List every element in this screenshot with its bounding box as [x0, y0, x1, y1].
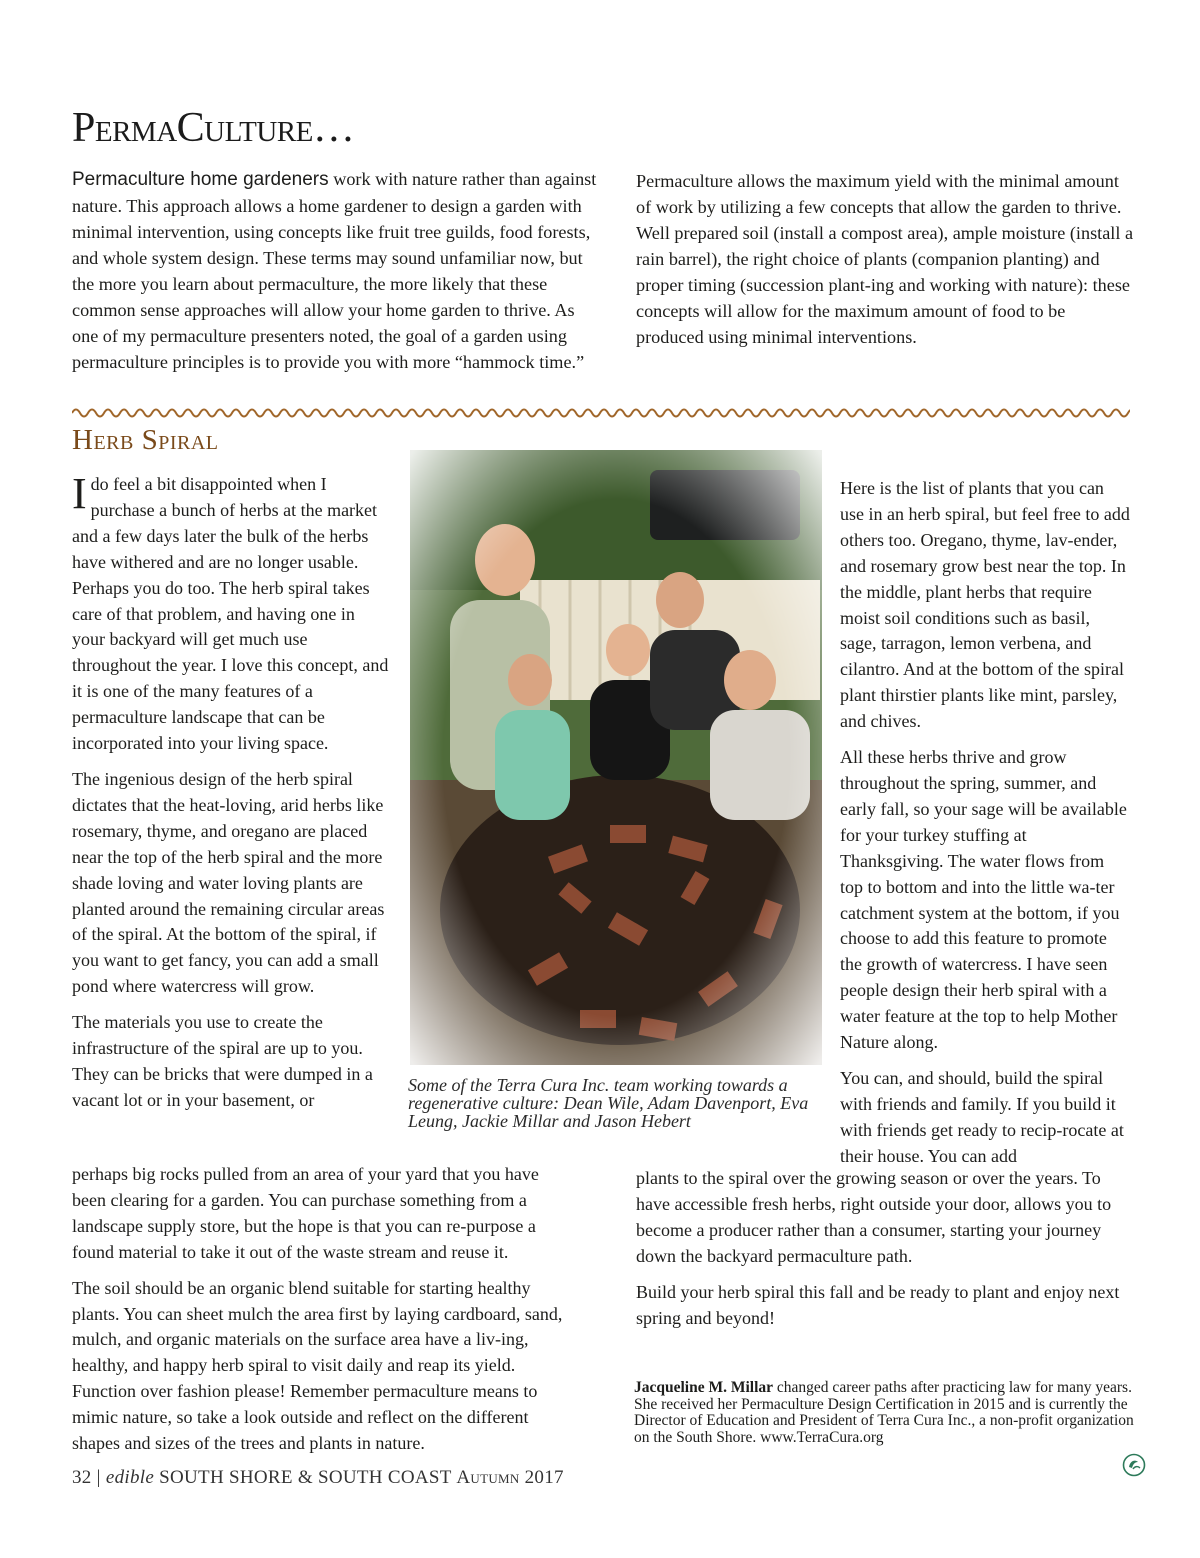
- page-number: 32: [72, 1467, 92, 1488]
- right-column-continued: [636, 1166, 1136, 1341]
- drop-cap: I: [72, 469, 87, 518]
- left-column: [72, 469, 390, 1114]
- right-column: [840, 476, 1130, 1170]
- paragraph-materials-top: The materials you use to create the infrastructure of the spiral are up to you. They can be bricks that were dumped in a vacant lot or in your basement, or: [72, 1012, 373, 1110]
- paragraph-closing: Build your herb spiral this fall and be ready to plant and enjoy next spring and beyond!: [636, 1281, 1120, 1328]
- intro-left-text: work with nature rather than against nature. This approach allows a home gardener to design a garden with minimal intervention, using concepts like fruit tree guilds, food forests, and whole system design. These terms may sound unfamiliar now, but the more you learn about permaculture, the more likely that these common sense approaches will allow your home garden to thrive. As one of my permaculture presenters noted, the goal of a garden using permaculture principles is to provide you with more “hammock time.”: [72, 169, 597, 372]
- paragraph-friends-top: You can, and should, build the spiral with friends and family. If you build it with friends get ready to recip-rocate at their house. You can add: [840, 1067, 1124, 1166]
- article-title: PermaCulture…: [72, 105, 355, 151]
- paragraph-seasons: All these herbs thrive and grow throughout the spring, summer, and early fall, so your sage will be available for your turkey stuffing at Thanksgiving. The water flows from top to bottom and into the little wa-ter catchment system at the bottom, if you choose to add this feature to promote the growth of watercress. I have seen people design their herb spiral with a water feature at the top to help Mother Nature along.: [840, 747, 1127, 1053]
- intro-right-column: Permaculture allows the maximum yield with the minimal amount of work by utilizing a few concepts that allow the garden to thrive. Well prepared soil (install a compost area), ample moisture (install a rain barrel), the right choice of plants (companion planting) and proper timing (succession plant-ing and working with nature): these concepts will allow for the maximum amount of food to be produced using minimal interventions.: [636, 171, 1134, 347]
- section-title: Herb Spiral: [72, 424, 219, 456]
- team-photo: [410, 450, 822, 1065]
- author-bio-text: changed career paths after practicing law for many years. She received her Permaculture Design Certification in 2015 and is currently the Director of Education and President of Terra Cura Inc., a non-profit organization on the South Shore. www.TerraCura.org: [634, 1379, 1134, 1446]
- paragraph-intro-herbs: Ido feel a bit disappointed when I purchase a bunch of herbs at the market and a few days later the bulk of the herbs have withered and are no longer usable. Perhaps you do too. The herb spiral takes care of that problem, and having one in your backyard will get much use throughout the year. I love this concept, and it is one of the many features of a permaculture landscape that can be incorporated into your living space.: [72, 469, 389, 754]
- issue-date: Autumn 2017: [456, 1467, 564, 1488]
- paragraph-design: The ingenious design of the herb spiral dictates that the heat-loving, arid herbs like rosemary, thyme, and oregano are placed near the top of the herb spiral and the more shade loving and water loving plants are planted around the remaining circular areas of the spiral. At the bottom of the spiral, if you want to get fancy, you can add a small pond where watercress will grow.: [72, 768, 385, 997]
- footer-separator: |: [96, 1467, 101, 1488]
- team-photo-illustration: [410, 450, 822, 1065]
- author-name: Jacqueline M. Millar: [634, 1379, 774, 1396]
- edible-logo-icon: [1122, 1453, 1146, 1477]
- paragraph-materials-bottom: perhaps big rocks pulled from an area of your yard that you have been clearing for a garden. You can purchase something from a landscape supply store, but the hope is that you can re-purpose a found material to take it out of the waste stream and reuse it.: [72, 1164, 539, 1262]
- page-footer: [72, 1467, 564, 1489]
- wavy-divider: [72, 404, 1130, 422]
- paragraph-soil: The soil should be an organic blend suitable for starting healthy plants. You can sheet mulch the area first by laying cardboard, sand, mulch, and organic materials on the surface area have a liv-ing, healthy, and happy herb spiral to visit daily and reap its yield. Function over fashion please! Remember permaculture means to mimic nature, so take a look outside and reflect on the different shapes and sizes of the trees and plants in nature.: [72, 1277, 563, 1454]
- magazine-name: SOUTH SHORE & SOUTH COAST: [159, 1467, 452, 1488]
- left-column-continued: [72, 1162, 572, 1467]
- paragraph-plant-list: Here is the list of plants that you can use in an herb spiral, but feel free to add others too. Oregano, thyme, lav-ender, and rosemary grow best near the top. In the middle, plant herbs that require moist soil conditions such as basil, sage, tarragon, lemon verbena, and cilantro. And at the bottom of the spiral plant thirstier plants like mint, parsley, and chives.: [840, 478, 1130, 732]
- intro-lead: Permaculture home gardeners: [72, 169, 329, 190]
- author-bio: [634, 1380, 1134, 1446]
- intro-left-column: [72, 166, 602, 375]
- photo-caption: Some of the Terra Cura Inc. team working towards a regenerative culture: Dean Wile, Adam Davenport, Eva Leung, Jackie Millar and Jason Hebert: [408, 1075, 809, 1131]
- paragraph-friends-bottom: plants to the spiral over the growing season or over the years. To have accessible fresh herbs, right outside your door, allows you to become a producer rather than a consumer, starting your journey down the backyard permaculture path.: [636, 1168, 1112, 1266]
- magazine-edible: edible: [105, 1467, 155, 1488]
